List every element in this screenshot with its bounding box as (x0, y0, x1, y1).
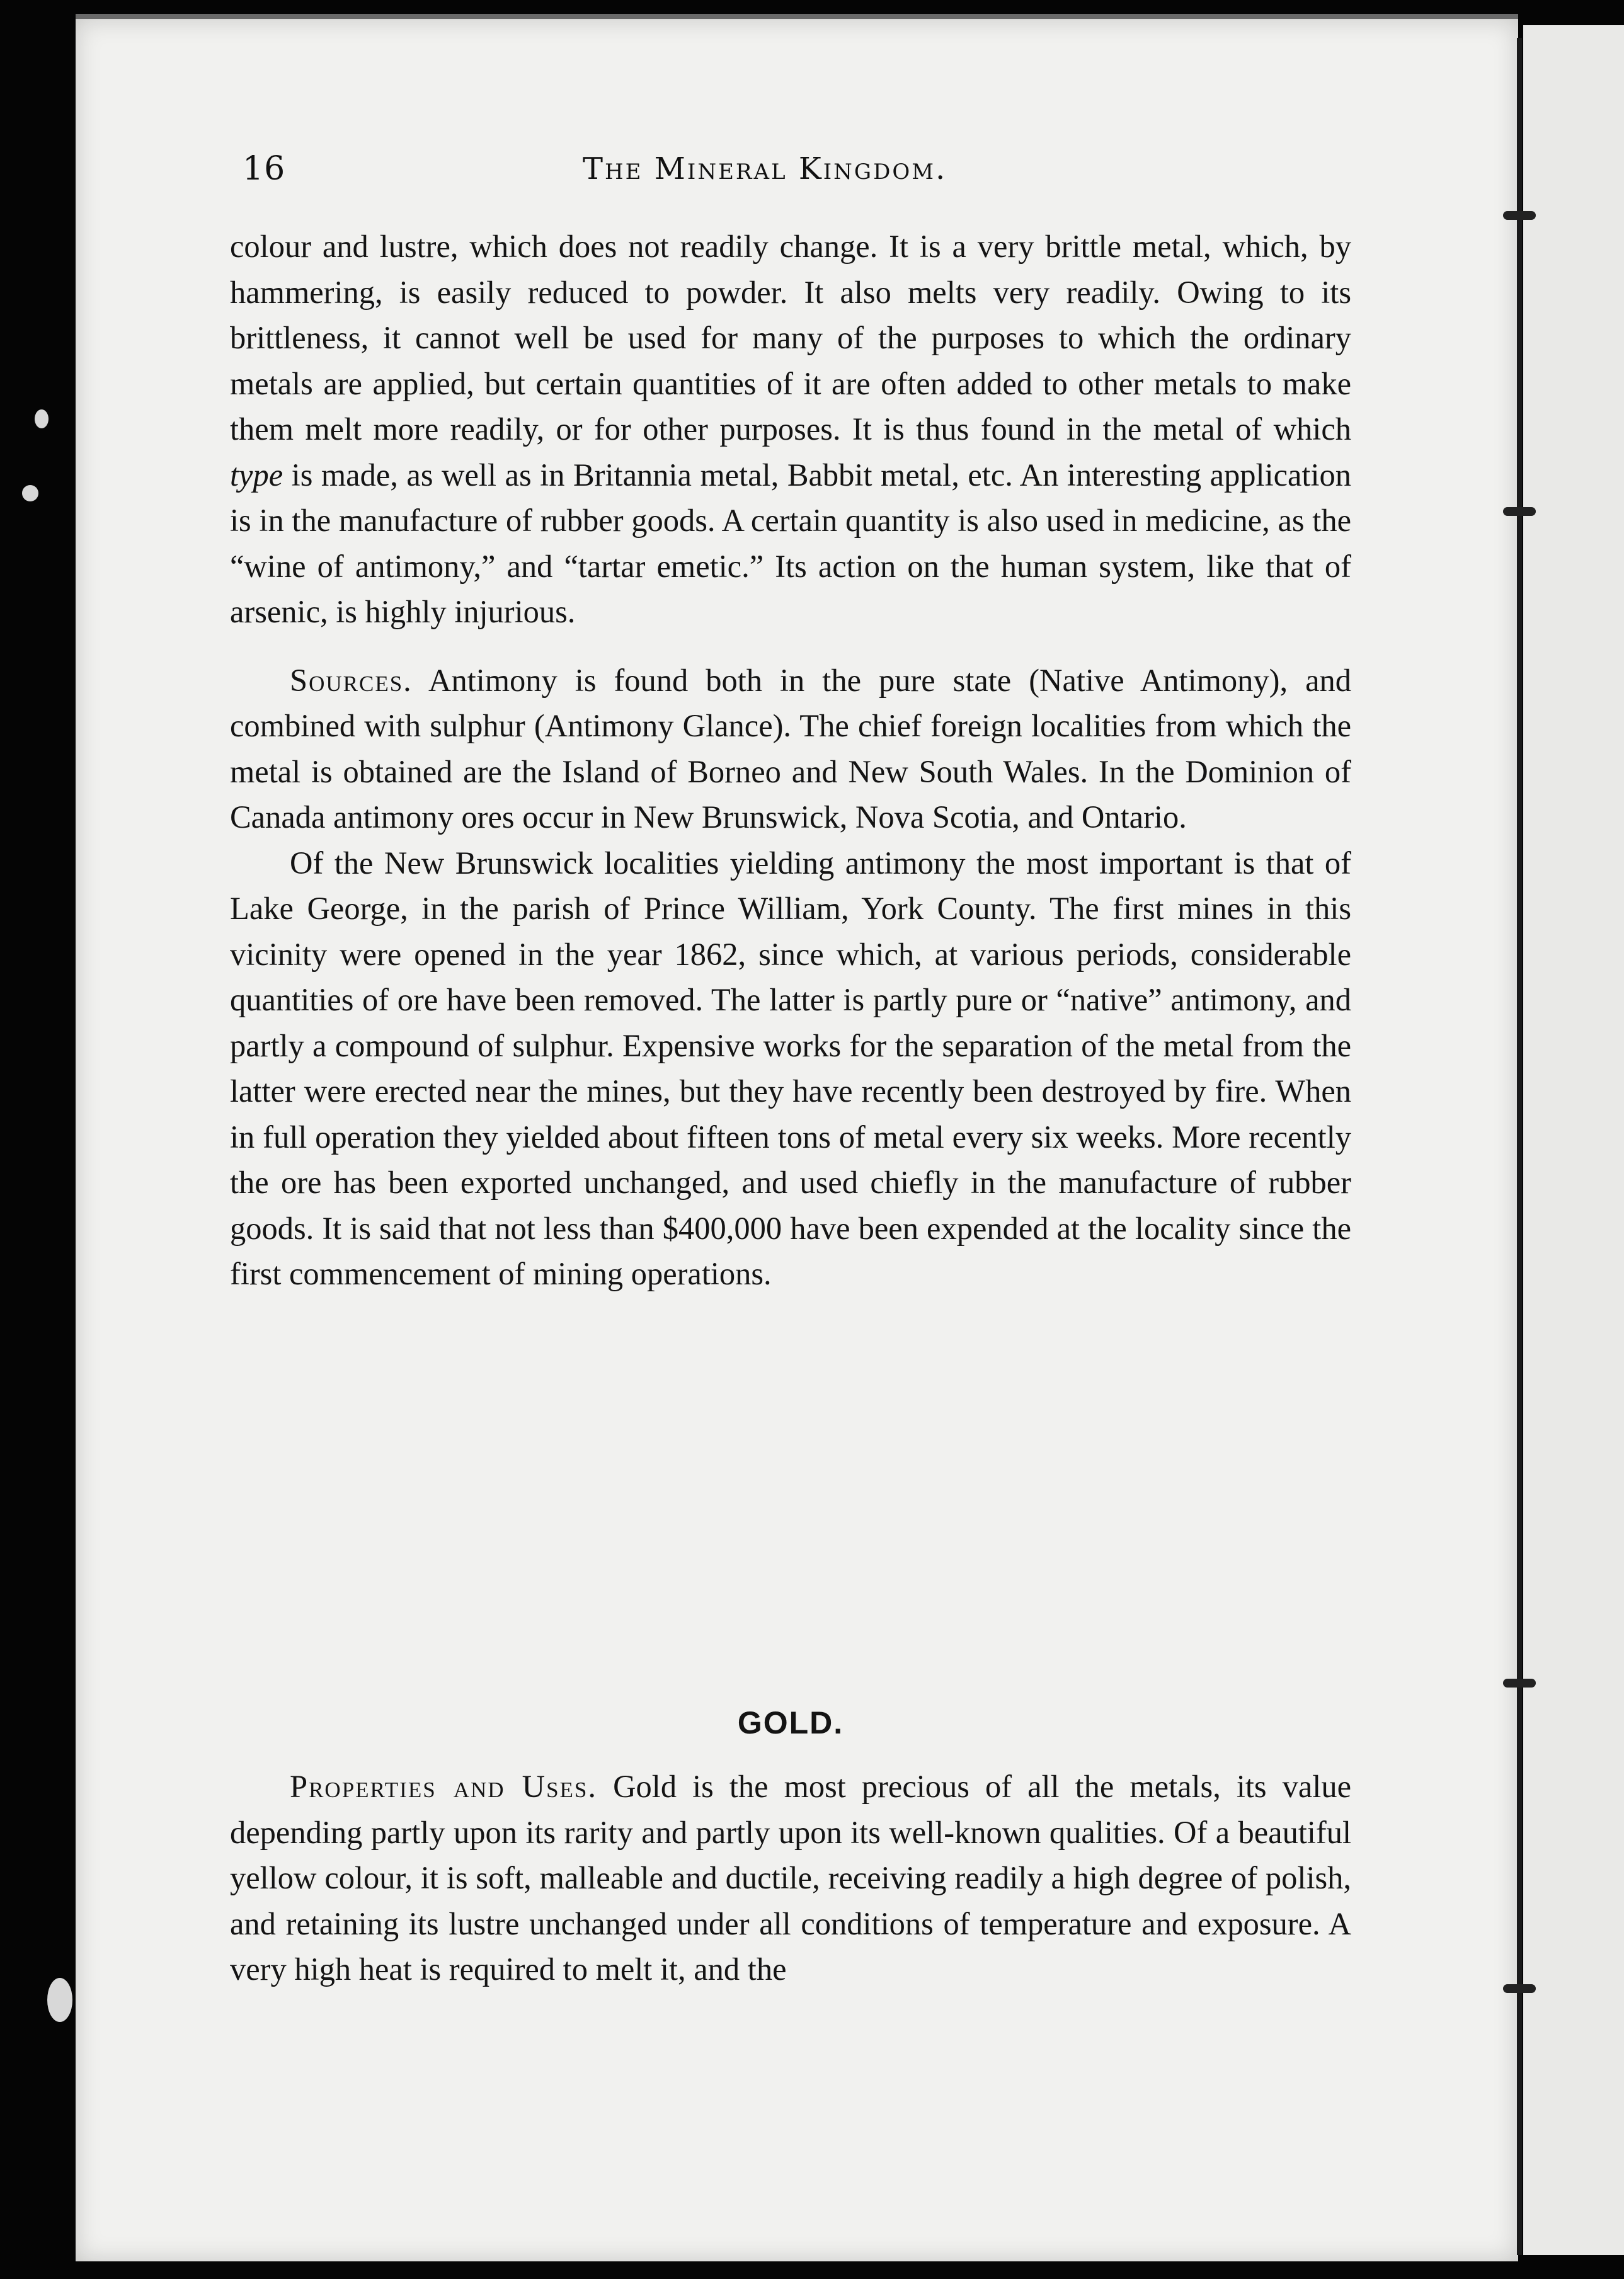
paragraph-lead: Sources. (290, 662, 413, 698)
scan-speck (47, 1978, 72, 2022)
paragraph-new-brunswick: Of the New Brunswick localities yielding antimony the most important is that of Lake George, in the parish of Prince William, York County. The first mines in this vicinity were opened in the year 1862, since which, at various periods, considerable quantities of ore have been removed. The latter is partly pure or “native” antimony, and partly a compound of sulphur. Expensive works for the separation of the metal from the latter were erected near the mines, but they have recently been destroyed by fire. When in full operation they yielded about fifteen tons of metal every six weeks. More recently the ore has been exported unchanged, and used chiefly in the manufacture of rubber goods. It is said that not less than $400,000 have been expended at the locality since the first commencement of mining operations. (230, 845, 1351, 1291)
running-head: The Mineral Kingdom. (583, 151, 947, 186)
facing-page-edge (1523, 25, 1624, 2255)
paragraph-sources: Sources. Antimony is found both in the pure state (Native Antimony), and combined with sulphur (Antimony Glance). The chief foreign localities from which the metal is obtained are the Island of Borneo and New South Wales. In the Dominion of Canada antimony ores occur in New Brunswick, Nova Scotia, and Ontario. (230, 662, 1351, 835)
paragraph-antimony-properties: colour and lustre, which does not readily change. It is a very brittle metal, which, by hammering, is easily reduced to powder. It also melts very readily. Owing to its brittleness, it cannot well be used for many of the purposes to which the ordinary metals are applied, but certain quantities of it are often added to other metals to make them melt more readily, or for other purposes. It is thus found in the metal of which type is made, as well as in Britannia metal, Babbit metal, etc. An interesting application is in the manufacture of rubber goods. A certain quantity is also used in medicine, as the “wine of antimony,” and “tartar emetic.” Its action on the human system, like that of arsenic, is highly injurious. (230, 229, 1351, 629)
body-text-top (230, 224, 1351, 1297)
binding-stitch (1503, 1984, 1536, 1993)
paragraph-gold-properties: Properties and Uses. Gold is the most precious of all the metals, its value depending partly upon its rarity and partly upon its well-known qualities. Of a beautiful yellow colour, it is soft, malleable and ductile, receiving readily a high degree of polish, and retaining its lustre unchanged under all conditions of temperature and exposure. A very high heat is required to melt it, and the (230, 1769, 1351, 1987)
scan-speck (35, 409, 49, 428)
binding-stitch (1503, 1679, 1536, 1688)
page-number: 16 (243, 150, 286, 188)
page-header (243, 150, 1376, 200)
paragraph-lead: Properties and Uses. (290, 1769, 598, 1804)
scan-speck (22, 485, 38, 501)
body-text-bottom (230, 1764, 1351, 1992)
section-title: GOLD. (737, 1705, 844, 1740)
binding-stitch (1503, 507, 1536, 516)
binding-thread (1517, 38, 1522, 2255)
italic-word: type (230, 457, 283, 493)
binding-stitch (1503, 211, 1536, 220)
